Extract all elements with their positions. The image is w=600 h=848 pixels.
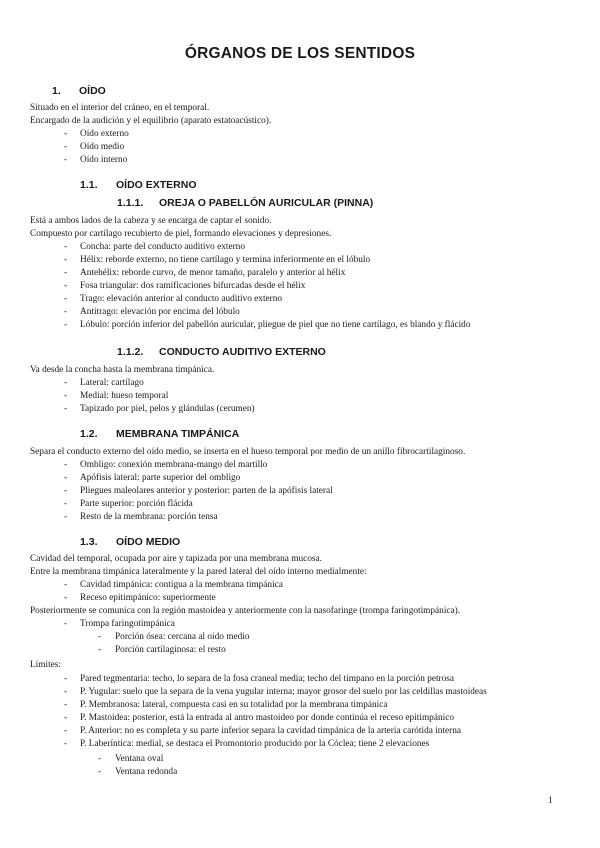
list-item: Ombligo: conexión membrana-mango del martillo — [80, 460, 268, 470]
list-item: P. Anterior: no es completa y su parte inferior separa la cavidad timpánica de la arteria carótida interna — [80, 726, 462, 736]
bullet-dash: - — [64, 499, 68, 509]
bullet-dash: - — [64, 142, 68, 152]
bullet-dash: - — [64, 700, 68, 710]
sub-list-item: Ventana redonda — [115, 767, 178, 777]
list-item: Lateral: cartílago — [80, 378, 144, 388]
bullet-dash: - — [98, 767, 102, 777]
list-item: Concha: parte del conducto auditivo externo — [80, 242, 245, 252]
bullet-dash: - — [64, 486, 68, 496]
bullet-dash: - — [64, 307, 68, 317]
bullet-dash: - — [64, 473, 68, 483]
bullet-dash: - — [98, 645, 102, 655]
list-item: Fosa triangular: dos ramificaciones bifurcadas desde el hélix — [80, 281, 306, 291]
list-item: Tapizado por piel, pelos y glándulas (cerumen) — [80, 404, 255, 414]
page-title: ÓRGANOS DE LOS SENTIDOS — [184, 45, 416, 62]
section-number: 1.1.2. — [117, 346, 144, 358]
section-heading-oido-medio — [80, 536, 180, 548]
bullet-dash: - — [64, 391, 68, 401]
paragraph: Situado en el interior del cráneo, en el temporal. — [30, 103, 210, 113]
section-heading-membrana — [80, 428, 239, 440]
section-heading-oido — [52, 85, 106, 97]
paragraph: Está a ambos lados de la cabeza y se encarga de captar el sonido. — [30, 216, 272, 226]
bullet-dash: - — [64, 242, 68, 252]
section-title: OÍDO — [79, 85, 106, 97]
bullet-dash: - — [64, 155, 68, 165]
bullet-dash: - — [64, 378, 68, 388]
paragraph: Va desde la concha hasta la membrana timpánica. — [30, 365, 215, 375]
section-number: 1.1. — [80, 179, 98, 191]
list-item: Oído externo — [80, 129, 129, 139]
bullet-dash: - — [64, 404, 68, 414]
sub-list-item: Porción cartilaginosa: el resto — [115, 645, 226, 655]
list-item: Oído medio — [80, 142, 125, 152]
list-item: Hélix: reborde externo, no tiene cartílago y termina inferiormente en el lóbulo — [80, 255, 371, 265]
bullet-dash: - — [64, 268, 68, 278]
section-title: OÍDO MEDIO — [116, 536, 181, 548]
paragraph: Compuesto por cartílago recubierto de piel, formando elevaciones y depresiones. — [30, 229, 332, 239]
list-item: Parte superior: porción flácida — [80, 499, 193, 509]
section-number: 1. — [52, 85, 61, 97]
section-heading-oido-externo — [80, 179, 197, 191]
bullet-dash: - — [64, 281, 68, 291]
page-number: 1 — [548, 796, 553, 806]
bullet-dash: - — [64, 619, 68, 629]
section-title: OÍDO EXTERNO — [116, 179, 197, 191]
list-item: Cavidad timpánica: contigua a la membrana timpánica — [80, 580, 283, 590]
bullet-dash: - — [64, 294, 68, 304]
list-item: P. Membranosa: lateral, compuesta casi en su totalidad por la membrana timpánica — [80, 700, 388, 710]
list-item: Antitrago: elevación por encima del lóbulo — [80, 307, 240, 317]
paragraph-limites: Límites: — [30, 660, 61, 670]
list-item: Oído interno — [80, 155, 128, 165]
paragraph: Separa el conducto externo del oído medio, se inserta en el hueso temporal por medio de un anillo fibrocartilaginoso. — [30, 447, 466, 457]
list-item: Apófisis lateral: parte superior del ombligo — [80, 473, 241, 483]
bullet-dash: - — [64, 580, 68, 590]
bullet-dash: - — [64, 593, 68, 603]
list-item: Medial: hueso temporal — [80, 391, 169, 401]
bullet-dash: - — [64, 255, 68, 265]
bullet-dash: - — [64, 512, 68, 522]
list-item: P. Mastoidea: posterior, está la entrada al antro mastoideo por donde continúa el receso epitimpánico — [80, 713, 454, 723]
list-item: Receso epitimpánico: superiormente — [80, 593, 216, 603]
section-title: MEMBRANA TIMPÁNICA — [116, 428, 240, 440]
list-item: Trago: elevación anterior al conducto auditivo externo — [80, 294, 283, 304]
bullet-dash: - — [64, 320, 68, 330]
list-item: Pliegues maleolares anterior y posterior: parten de la apófisis lateral — [80, 486, 333, 496]
section-heading-conducto — [117, 346, 326, 358]
bullet-dash: - — [98, 754, 102, 764]
bullet-dash: - — [64, 129, 68, 139]
bullet-dash: - — [64, 739, 68, 749]
sub-list-item: Porción ósea: cercana al oído medio — [115, 632, 250, 642]
list-item: Antehélix: reborde curvo, de menor tamaño, paralelo y anterior al hélix — [80, 268, 346, 278]
list-item: Lóbulo: porción inferior del pabellón auricular, pliegue de piel que no tiene cartílago, es blando y flácido — [80, 320, 471, 330]
section-heading-oreja — [117, 197, 373, 209]
section-number: 1.3. — [80, 536, 98, 548]
list-item: Trompa faringotimpánica — [80, 619, 175, 629]
bullet-dash: - — [64, 713, 68, 723]
paragraph: Encargado de la audición y el equilibrio (aparato estatoacústico). — [30, 116, 272, 126]
bullet-dash: - — [64, 674, 68, 684]
section-number: 1.2. — [80, 428, 98, 440]
section-title: CONDUCTO AUDITIVO EXTERNO — [159, 346, 326, 358]
section-number: 1.1.1. — [117, 197, 144, 209]
bullet-dash: - — [98, 632, 102, 642]
bullet-dash: - — [64, 726, 68, 736]
list-item: P. Yugular: suelo que la separa de la vena yugular interna; mayor grosor del suelo por las celdillas mastoideas — [80, 687, 487, 697]
sub-list-item: Ventana oval — [115, 754, 164, 764]
paragraph: Posteriormente se comunica con la región mastoidea y anteriormente con la nasofaringe (trompa faringotimpánica). — [30, 606, 461, 616]
bullet-dash: - — [64, 460, 68, 470]
list-item: P. Laberíntica: medial, se destaca el Promontorio producido por la Cóclea; tiene 2 elevaciones — [80, 739, 430, 749]
list-item: Pared tegmentaria: techo, lo separa de la fosa craneal media; techo del tímpano en la porción petrosa — [80, 674, 455, 684]
paragraph: Entre la membrana timpánica lateralmente y la pared lateral del oído interno medialmente: — [30, 567, 367, 577]
list-item: Resto de la membrana: porción tensa — [80, 512, 218, 522]
section-title: OREJA O PABELLÓN AURICULAR (PINNA) — [159, 197, 374, 209]
bullet-dash: - — [64, 687, 68, 697]
paragraph: Cavidad del temporal, ocupada por aire y tapizada por una membrana mucosa. — [30, 554, 322, 564]
